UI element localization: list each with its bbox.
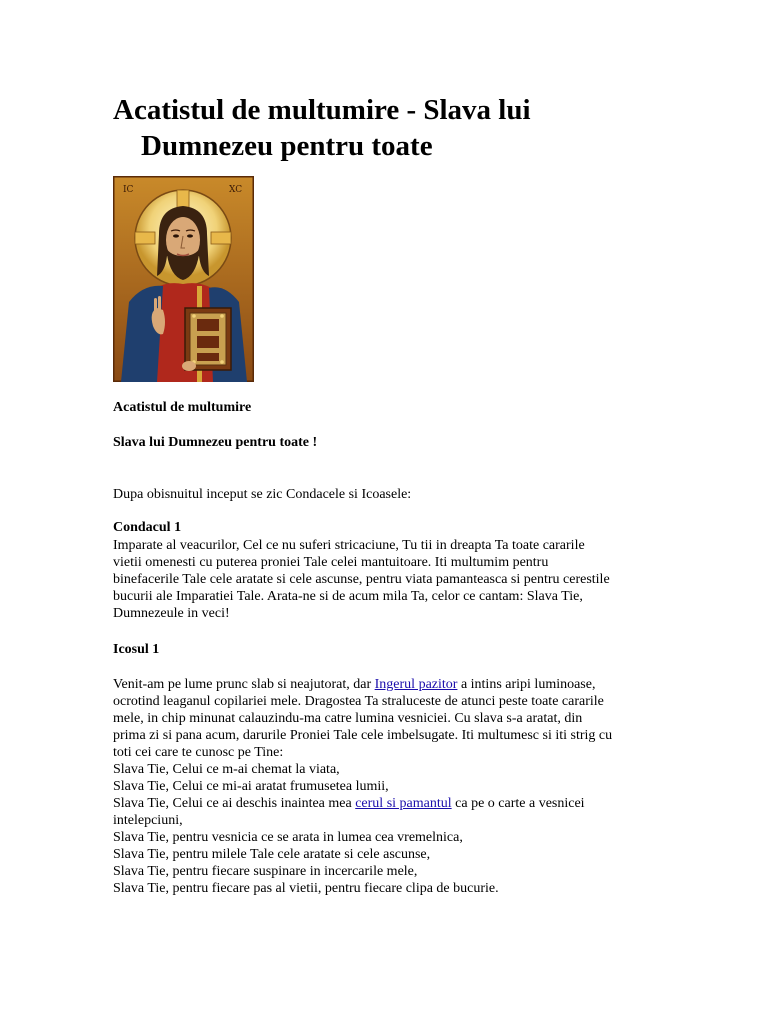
condacul-line: Imparate al veacurilor, Cel ce nu suferi stricaciune, Tu tii in dreapta Ta toate cararile [113, 538, 585, 553]
icosul-line: intelepciuni, [113, 813, 183, 828]
icosul-line: Slava Tie, pentru fiecare suspinare in incercarile mele, [113, 864, 418, 879]
condacul-line: Dumnezeule in veci! [113, 606, 230, 621]
icosul-text-fragment: a intins aripi luminoase, [457, 677, 596, 692]
condacul-line: vietii omenesti cu puterea proniei Tale celei mantuitoare. Iti multumim pentru [113, 555, 549, 570]
heading-slava: Slava lui Dumnezeu pentru toate ! [113, 435, 318, 450]
icosul-text-fragment: ca pe o carte a vesnicei [451, 796, 585, 811]
icosul-line: Slava Tie, Celui ce m-ai chemat la viata, [113, 762, 340, 777]
condacul-line: bucurii ale Imparatiei Tale. Arata-ne si de acum mila Ta, celor ce cantam: Slava Tie, [113, 589, 583, 604]
intro-line: Dupa obisnuitul inceput se zic Condacele si Icoasele: [113, 487, 412, 502]
icosul-line: Slava Tie, pentru milele Tale cele aratate si cele ascunse, [113, 847, 431, 862]
icosul-line: Slava Tie, pentru fiecare pas al vietii, pentru fiecare clipa de bucurie. [113, 881, 499, 896]
icosul-text-fragment: Slava Tie, Celui ce ai deschis inaintea mea [113, 796, 356, 811]
icosul-line [113, 676, 658, 693]
icosul-line: ocrotind leaganul copilariei mele. Dragostea Ta straluceste de atunci peste toate cararile [113, 694, 604, 709]
icosul-text-fragment: Venit-am pe lume prunc slab si neajutorat, dar [113, 677, 375, 692]
condacul-line: binefacerile Tale cele aratate si cele ascunse, pentru viata pamanteasca si pentru cerestile [113, 572, 610, 587]
link-cerul-si-pamantul[interactable]: cerul si pamantul [355, 796, 452, 811]
svg-text:XC: XC [229, 185, 243, 195]
page-title [113, 92, 658, 164]
icosul-line [113, 795, 658, 812]
heading-icosul-1: Icosul 1 [113, 642, 160, 657]
christ-icon-image [113, 176, 254, 382]
svg-text:IC: IC [123, 185, 134, 195]
icosul-line: mele, in chip minunat calauzindu-ma catre lumina vesniciei. Cu slava s-a aratat, din [113, 711, 583, 726]
condacul-1-text [113, 537, 658, 622]
intro-text [113, 486, 658, 503]
link-ingerul-pazitor[interactable]: Ingerul pazitor [374, 677, 458, 692]
icosul-1-text [113, 676, 658, 897]
icosul-line: toti cei care te cunosc pe Tine: [113, 745, 284, 760]
heading-condacul-1: Condacul 1 [113, 520, 182, 535]
title-line-1: Acatistul de multumire - Slava lui [113, 94, 531, 126]
title-line-2: Dumnezeu pentru toate [141, 130, 433, 162]
heading-acatist: Acatistul de multumire [113, 400, 252, 415]
icosul-line: Slava Tie, Celui ce mi-ai aratat frumusetea lumii, [113, 779, 389, 794]
icosul-line: prima zi si pana acum, darurile Proniei Tale cele imbelsugate. Iti multumesc si iti strig cu [113, 728, 613, 743]
icon-illustration [113, 176, 254, 382]
icosul-line: Slava Tie, pentru vesnicia ce se arata in lumea cea vremelnica, [113, 830, 463, 845]
